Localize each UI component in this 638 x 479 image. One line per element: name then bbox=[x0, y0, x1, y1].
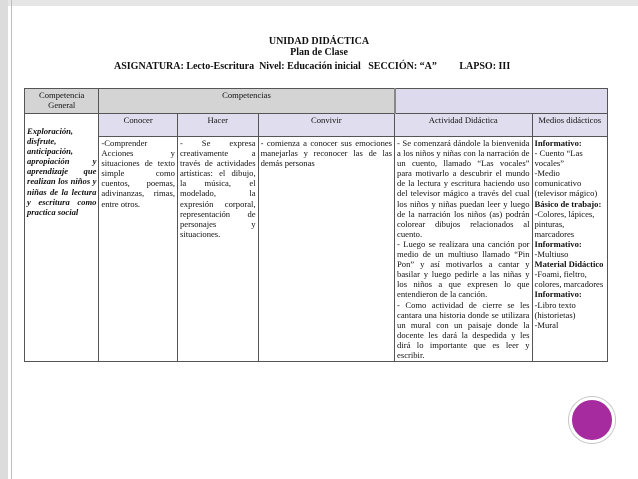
table-body-row bbox=[25, 137, 608, 362]
header-conocer: Conocer bbox=[99, 114, 178, 137]
medios-heading-3: Informativo: bbox=[534, 238, 582, 249]
document-title: UNIDAD DIDÁCTICA bbox=[268, 36, 370, 47]
medios-heading-4: Material Didáctico bbox=[534, 259, 604, 270]
slide-left-border bbox=[0, 0, 8, 479]
medios-heading-1: Informativo: bbox=[534, 138, 582, 148]
conocer-cell: -Comprender Acciones y situaciones de texto simple como cuentos, poemas, adivinanzas, rimas, entre otros. bbox=[99, 137, 178, 362]
medios-heading-5: Informativo: bbox=[534, 289, 582, 300]
table-header-row-2 bbox=[25, 114, 608, 137]
document-header bbox=[0, 36, 638, 72]
medios-item-5: -Foami, fieltro, colores, marcadores bbox=[534, 269, 604, 290]
header-medios: Medios didácticos bbox=[532, 114, 608, 137]
medios-heading-2: Básico de trabajo: bbox=[534, 198, 602, 209]
hacer-cell: - Se expresa creativamente a través de actividades artísticas: el dibujo, la música, el modelado, la expresión corporal, representación de personajes y situaciones. bbox=[177, 137, 258, 362]
actividad-cell bbox=[395, 137, 532, 362]
medios-item-1: - Cuento “Las vocales” bbox=[534, 148, 583, 169]
header-convivir: Convivir bbox=[258, 114, 394, 137]
decorative-circle bbox=[569, 397, 615, 443]
actividad-paragraph-3: - Como actividad de cierre se les cantara una historia donde se utilizara un mural con un paisaje donde la docente les dará la despedida y les dirá lo importante que es leer y escribir. bbox=[397, 299, 530, 360]
header-blank bbox=[395, 89, 608, 114]
medios-item-6: -Libro texto (historietas) bbox=[534, 299, 576, 320]
header-competencia-general: Competencia General bbox=[25, 89, 99, 114]
header-actividad: Actividad Didáctica bbox=[395, 114, 532, 137]
actividad-paragraph-2: - Luego se realizara una canción por medio de un multiuso llamado “Pin Pon” y así motivarlos a cantar y basilar y luego pedirle a las niñas y los niños a que expresen lo que entendieron de la canción. bbox=[397, 238, 530, 300]
header-competencias: Competencias bbox=[99, 89, 395, 114]
document-subtitle: Plan de Clase bbox=[290, 47, 348, 58]
header-hacer: Hacer bbox=[177, 114, 258, 137]
document-meta-line bbox=[114, 61, 510, 72]
medios-item-2: -Medio comunicativo (televisor mágico) bbox=[534, 168, 598, 199]
slide-top-border bbox=[0, 0, 638, 6]
convivir-cell: - comienza a conocer sus emociones manejarlas y reconocer las de las demás personas bbox=[258, 137, 394, 362]
lapso-label: LAPSO: III bbox=[459, 61, 511, 72]
table-header-row-1 bbox=[25, 89, 608, 114]
nivel-label: Nivel: Educación inicial bbox=[259, 61, 361, 72]
medios-item-4: -Multiuso bbox=[534, 249, 569, 260]
competencia-general-cell bbox=[25, 114, 99, 362]
asignatura-label: ASIGNATURA: Lecto-Escritura bbox=[114, 61, 255, 72]
actividad-paragraph-1: - Se comenzará dándole la bienvenida a los niños y niñas con la narración de un cuento, llamado “Las vocales” para motivarlo a descubrir el mundo de la lectura y escritura haciendo uso del televisor mágico a través del cual los niños y niñas puedan leer y luego de la narración los niños (as) podrán colorear dibujos relacionados al cuento. bbox=[397, 138, 530, 239]
medios-cell bbox=[532, 137, 608, 362]
competencia-general-text: Exploración, disfrute, anticipación, apropiación y aprendizaje que realizan los niños y niñas de la lectura y escritura como practica social bbox=[27, 126, 97, 217]
seccion-label: SECCIÓN: “A” bbox=[368, 61, 437, 72]
slide-left-rule bbox=[11, 0, 12, 479]
lesson-plan-table bbox=[24, 88, 608, 362]
medios-item-7: -Mural bbox=[534, 319, 559, 330]
medios-item-3: -Colores, lápices, pinturas, marcadores bbox=[534, 208, 595, 239]
